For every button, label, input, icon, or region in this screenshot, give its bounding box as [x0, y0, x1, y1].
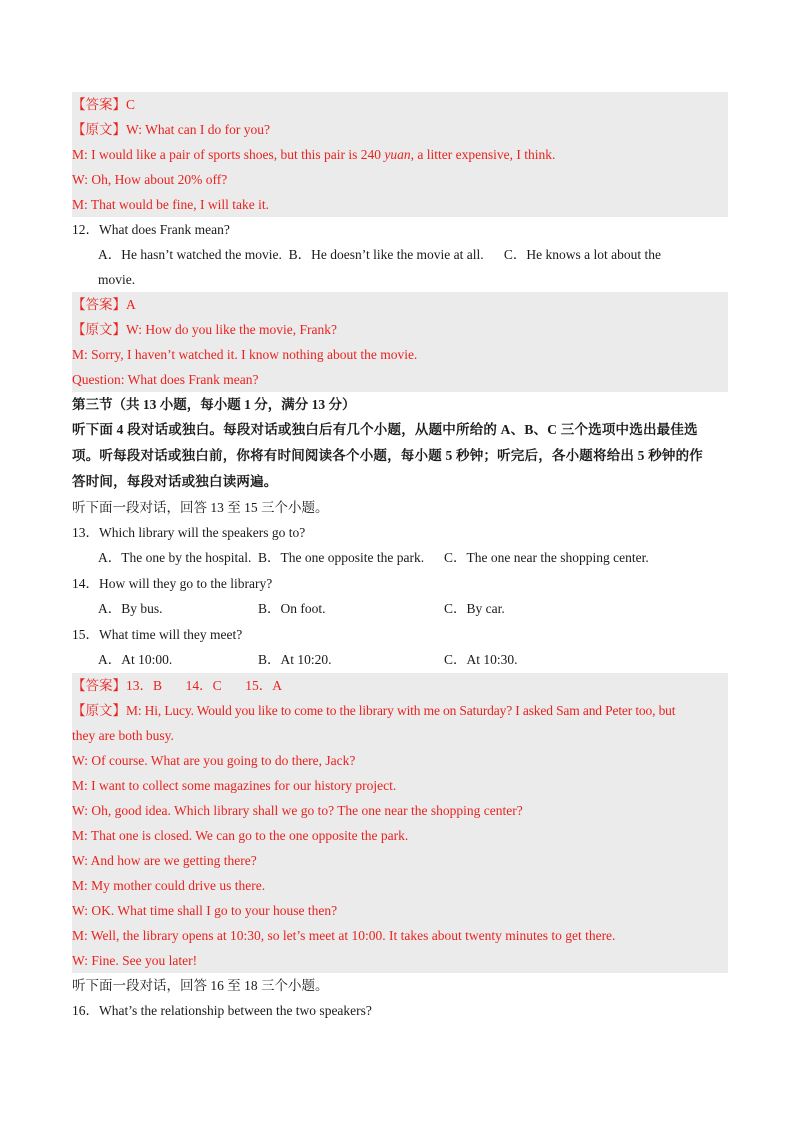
- option-a: A．By bus.: [98, 601, 163, 616]
- option-a: A．The one by the hospital.: [98, 550, 252, 565]
- transcript-text: W: How do you like the movie, Frank?: [126, 322, 337, 337]
- transcript-line: W: Oh, good idea. Which library shall we go to? The one near the shopping center?: [72, 803, 523, 818]
- transcript-line: W: And how are we getting there?: [72, 853, 257, 868]
- transcript-line: M: Sorry, I haven’t watched it. I know nothing about the movie.: [72, 347, 418, 362]
- transcript-text-italic: yuan: [384, 147, 411, 162]
- option-a: A．At 10:00.: [98, 652, 173, 667]
- transcript-line: W: OK. What time shall I go to your house then?: [72, 903, 338, 918]
- answer-line: [72, 92, 728, 117]
- transcript-text: M: I would like a pair of sports shoes, but this pair is 240: [72, 147, 385, 162]
- transcript-line: W: Oh, How about 20% off?: [72, 172, 228, 187]
- dialogue-intro: 听下面一段对话，回答 13 至 15 三个小题。: [72, 500, 329, 515]
- instruction-line: 听下面 4 段对话或独白。每段对话或独白后有几个小题，从题中所给的 A、B、C 三个选项中选出最佳选: [72, 422, 698, 437]
- document-content: [72, 92, 728, 1023]
- transcript-line: [72, 142, 728, 167]
- question-15: 15．What time will they meet?: [72, 627, 243, 642]
- transcript-line: M: My mother could drive us there.: [72, 878, 266, 893]
- answer-value: A: [126, 297, 136, 312]
- answer-block-12: [72, 292, 728, 392]
- question-13: 13．Which library will the speakers go to?: [72, 525, 306, 540]
- transcript-tag: 【原文】: [72, 322, 126, 337]
- instruction-line: 答时间，每段对话或独白读两遍。: [72, 474, 278, 489]
- option-b: B．On foot.: [258, 601, 326, 616]
- options-13: [72, 545, 728, 571]
- transcript-line: Question: What does Frank mean?: [72, 372, 259, 387]
- section-instructions: [72, 417, 728, 495]
- transcript-line: M: I want to collect some magazines for our history project.: [72, 778, 397, 793]
- option-c: C．He knows a lot about the: [503, 247, 662, 262]
- option-a: A．He hasn’t watched the movie.: [98, 247, 282, 262]
- answer-tag: 【答案】: [72, 678, 126, 693]
- transcript-line: W: Of course. What are you going to do there, Jack?: [72, 753, 356, 768]
- answer-line: [72, 673, 728, 698]
- transcript-line: [72, 698, 728, 723]
- dialogue-intro: 听下面一段对话，回答 16 至 18 三个小题。: [72, 978, 329, 993]
- transcript-line: W: Fine. See you later!: [72, 953, 198, 968]
- answer-tag: 【答案】: [72, 297, 126, 312]
- instruction-line: 项。听每段对话或独白前，你将有时间阅读各个小题，每小题 5 秒钟；听完后，各小题将给出 5 秒钟的作: [72, 448, 703, 463]
- options-14: [72, 596, 728, 622]
- answer-tag: 【答案】: [72, 97, 126, 112]
- question-14: 14．How will they go to the library?: [72, 576, 273, 591]
- transcript-text: M: Hi, Lucy. Would you like to come to the library with me on Saturday? I asked Sam and Peter too, but: [126, 703, 676, 718]
- answer-line: [72, 292, 728, 317]
- option-c: C．The one near the shopping center.: [444, 550, 649, 565]
- transcript-line: they are both busy.: [72, 728, 174, 743]
- transcript-line: [72, 117, 728, 142]
- option-c: C．By car.: [444, 601, 505, 616]
- option-c-continued: movie.: [98, 272, 136, 287]
- question-12: 12．What does Frank mean?: [72, 222, 230, 237]
- option-b: B．The one opposite the park.: [258, 550, 425, 565]
- transcript-line: M: That would be fine, I will take it.: [72, 197, 269, 212]
- options-12: [72, 242, 728, 292]
- section-heading: 第三节（共 13 小题，每小题 1 分，满分 13 分）: [72, 397, 356, 412]
- option-b: B．He doesn’t like the movie at all.: [288, 247, 484, 262]
- transcript-tag: 【原文】: [72, 122, 126, 137]
- transcript-line: M: Well, the library opens at 10:30, so let’s meet at 10:00. It takes about twenty minutes to get there.: [72, 928, 616, 943]
- question-16: 16．What’s the relationship between the two speakers?: [72, 1003, 372, 1018]
- transcript-text: W: What can I do for you?: [126, 122, 270, 137]
- answer-value: C: [126, 97, 136, 112]
- transcript-line: M: That one is closed. We can go to the one opposite the park.: [72, 828, 409, 843]
- transcript-line: [72, 317, 728, 342]
- answer-value: 13．B 14．C 15．A: [126, 678, 283, 693]
- answer-block-13-15: [72, 673, 728, 973]
- transcript-tag: 【原文】: [72, 703, 126, 718]
- option-c: C．At 10:30.: [444, 652, 518, 667]
- options-15: [72, 647, 728, 673]
- option-b: B．At 10:20.: [258, 652, 332, 667]
- transcript-text: , a litter expensive, I think.: [410, 147, 556, 162]
- answer-block-11: [72, 92, 728, 217]
